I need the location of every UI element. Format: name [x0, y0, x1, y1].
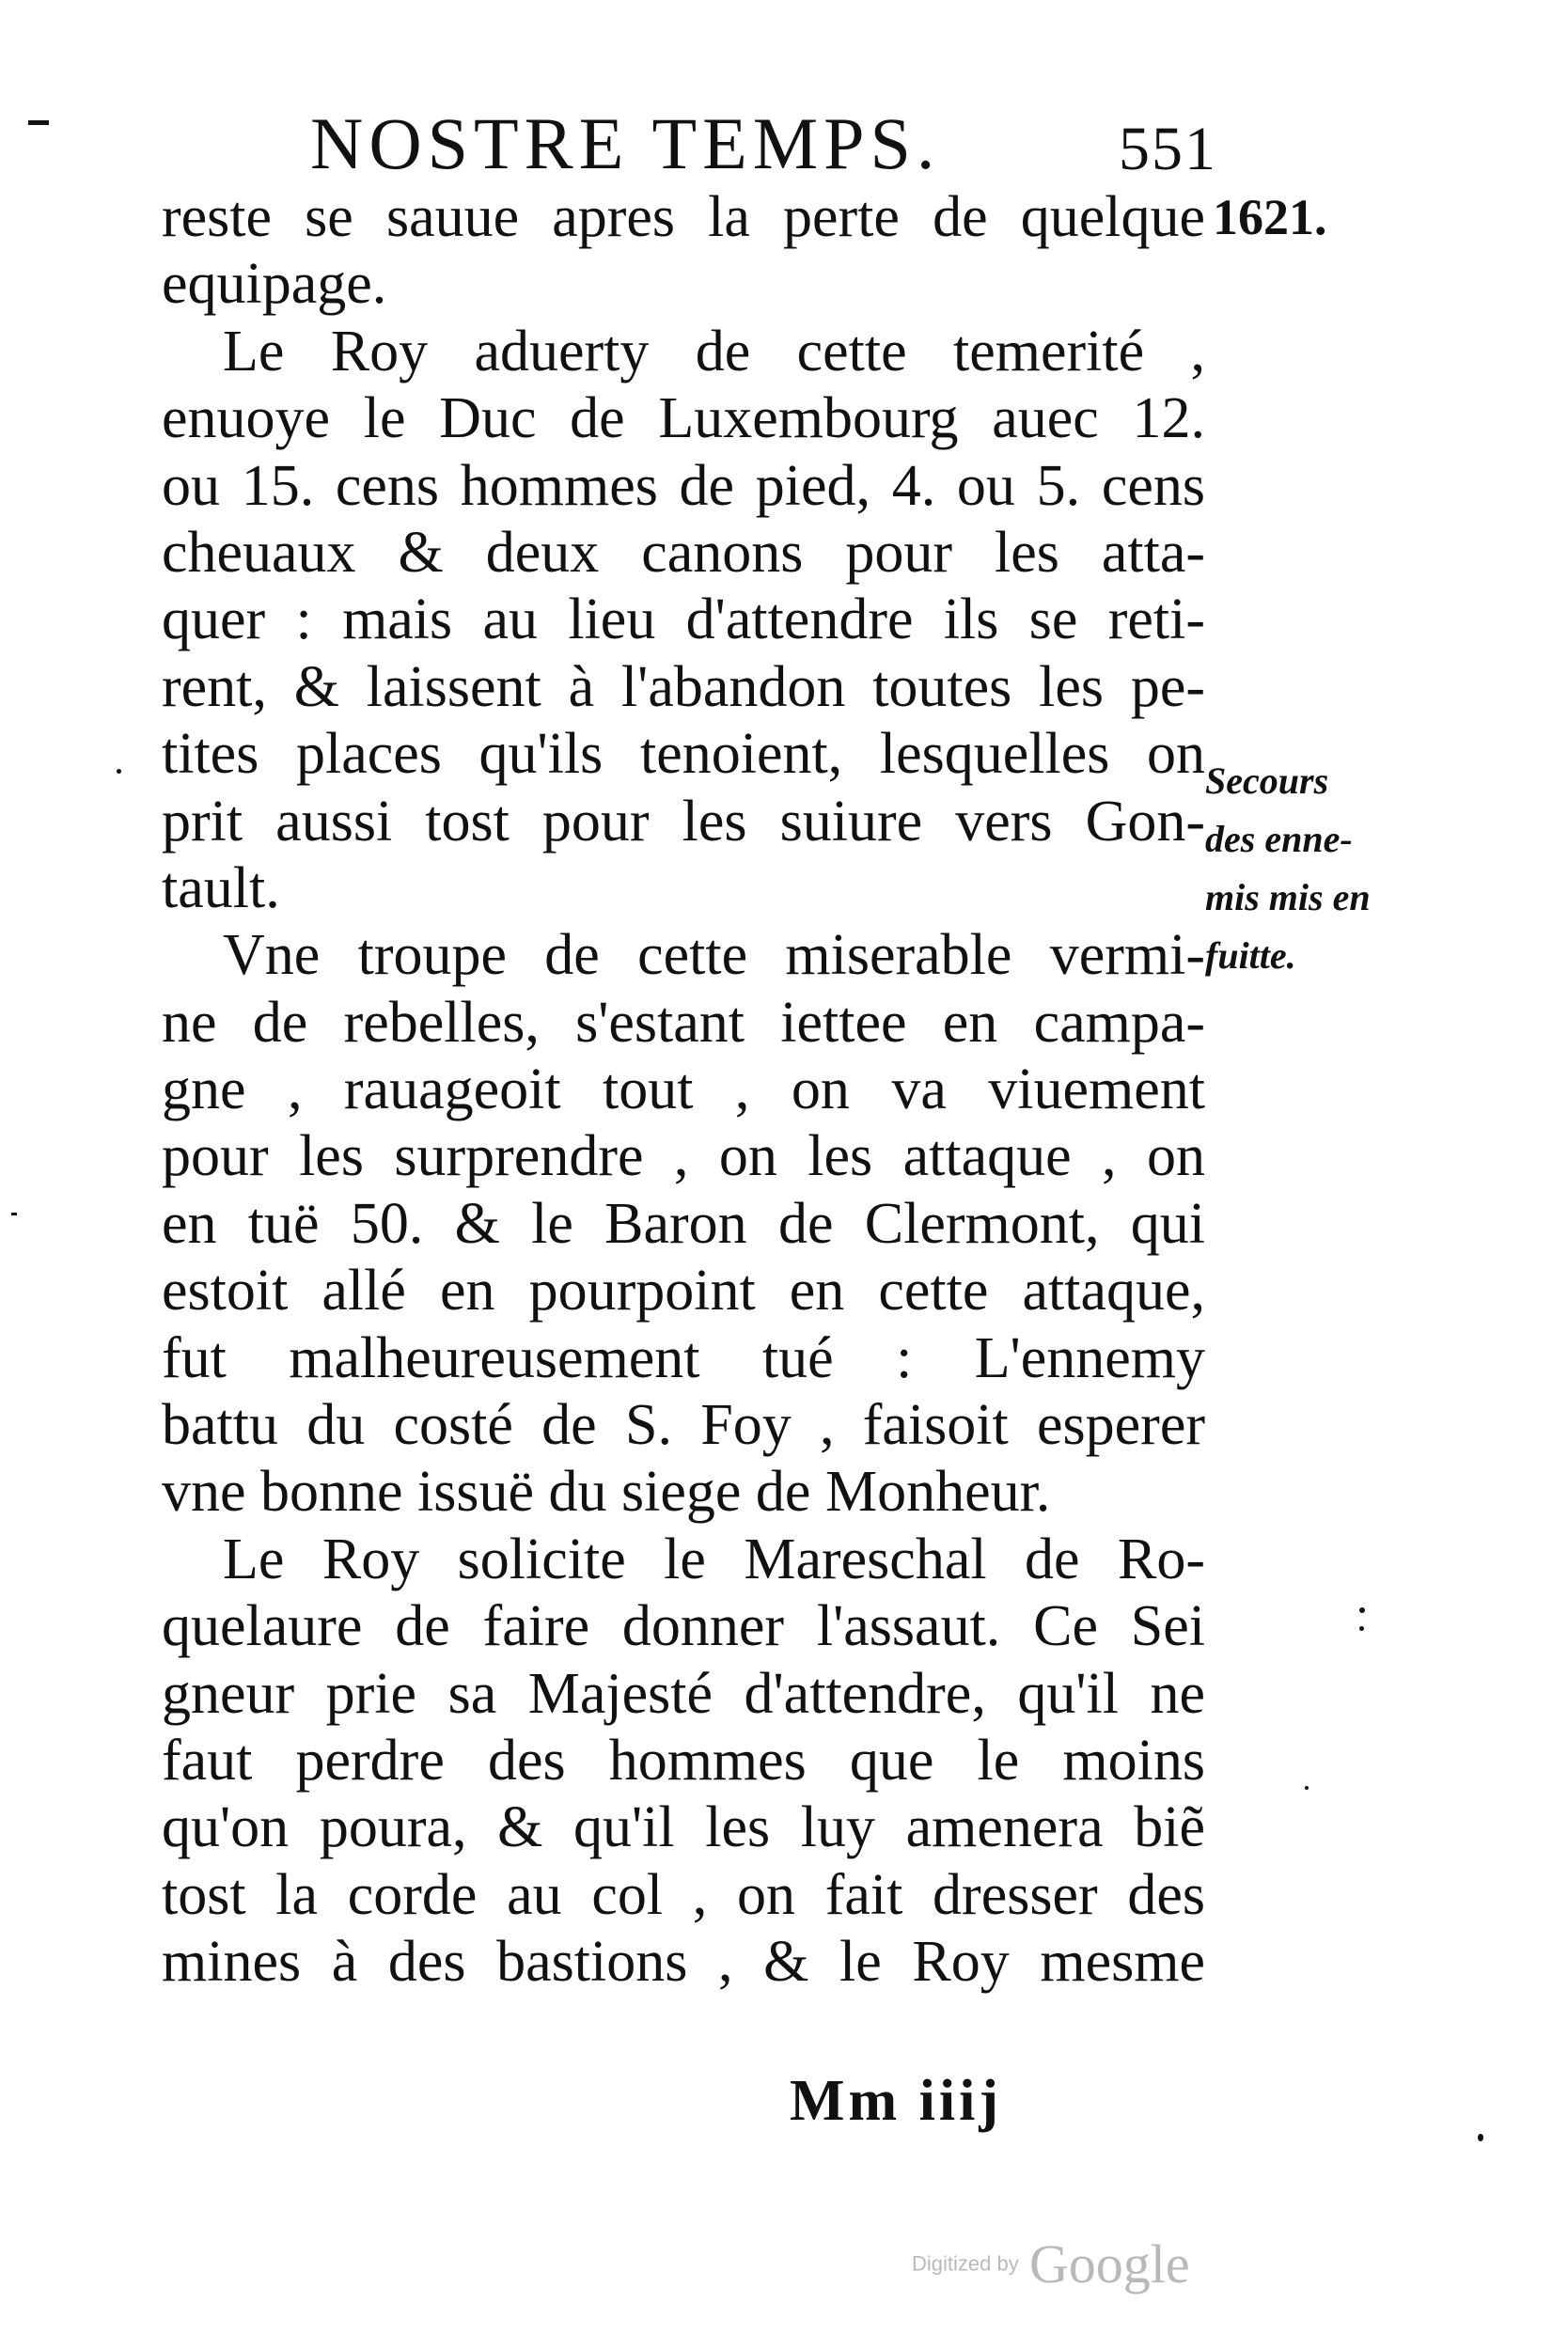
text-line: ou 15. cens hommes de pied, 4. ou 5. cens: [162, 453, 1205, 518]
watermark-brand: Google: [1028, 2233, 1190, 2295]
margin-year: 1621.: [1213, 189, 1327, 245]
scan-speck: [1478, 2134, 1483, 2141]
text-line: qu'on poura, & qu'il les luy amenera biẽ: [162, 1795, 1205, 1860]
text-line: quer : mais au lieu d'attendre ils se reti-: [162, 588, 1205, 652]
text-line: prit aussi tost pour les suiure vers Gon-: [162, 789, 1205, 854]
margin-note-line: des enne-: [1205, 818, 1353, 860]
text-line: en tuë 50. & le Baron de Clermont, qui: [162, 1191, 1205, 1256]
text-line: vne bonne issuë du siege de Monheur.: [162, 1460, 1051, 1525]
text-line: enuoye le Duc de Luxembourg auec 12.: [162, 386, 1205, 451]
text-line: gne , rauageoit tout , on va viuement: [162, 1058, 1205, 1122]
body-text: [162, 184, 1205, 1997]
text-line: ne de rebelles, s'estant iettee en campa-: [162, 990, 1205, 1055]
text-line: estoit allé en pourpoint en cette attaque,: [162, 1259, 1205, 1324]
page-number: 551: [1119, 115, 1217, 183]
text-line: tites places qu'ils tenoient, lesquelles on: [162, 722, 1205, 787]
text-line: Le Roy solicite le Mareschal de Ro-: [223, 1527, 1205, 1591]
text-line: cheuaux & deux canons pour les atta-: [162, 520, 1205, 585]
scan-speck: [1305, 1786, 1309, 1790]
scan-speck: [11, 1213, 17, 1215]
text-line: faut perdre des hommes que le moins: [162, 1728, 1205, 1793]
margin-note-line: fuitte.: [1205, 934, 1296, 977]
running-header: [310, 102, 1250, 186]
text-line: tost la corde au col , on fait dresser des: [162, 1862, 1205, 1927]
scan-speck: [117, 769, 121, 774]
text-line: equipage.: [162, 252, 387, 317]
text-line: pour les surprendre , on les attaque , on: [162, 1124, 1205, 1189]
scan-speck: [1359, 1607, 1365, 1613]
text-line: Le Roy aduerty de cette temerité ,: [223, 319, 1205, 384]
signature-mark: Mm iiij: [790, 2069, 1002, 2133]
header-title: NOSTRE TEMPS.: [310, 102, 941, 184]
text-line: reste se sauue apres la perte de quelque: [162, 185, 1205, 249]
scan-dash-mark: [28, 120, 49, 125]
text-line: battu du costé de S. Foy , faisoit esperer: [162, 1393, 1205, 1458]
text-line: rent, & laissent à l'abandon toutes les pe-: [162, 654, 1205, 719]
text-line: quelaure de faire donner l'assaut. Ce Sei: [162, 1594, 1205, 1659]
margin-note-line: mis mis en: [1205, 876, 1371, 918]
digitized-watermark: [912, 2232, 1190, 2295]
text-line: mines à des bastions , & le Roy mesme: [162, 1930, 1205, 1995]
text-line: fut malheureusement tué : L'ennemy: [162, 1325, 1205, 1390]
margin-note: [1205, 752, 1393, 985]
margin-note-line: Secours: [1205, 760, 1329, 802]
watermark-prefix: Digitized by: [912, 2251, 1019, 2276]
text-line: gneur prie sa Majesté d'attendre, qu'il ne: [162, 1661, 1205, 1726]
text-line: Vne troupe de cette miserable vermi-: [223, 923, 1205, 988]
scan-speck: [1359, 1626, 1364, 1631]
text-line: tault.: [162, 855, 280, 920]
